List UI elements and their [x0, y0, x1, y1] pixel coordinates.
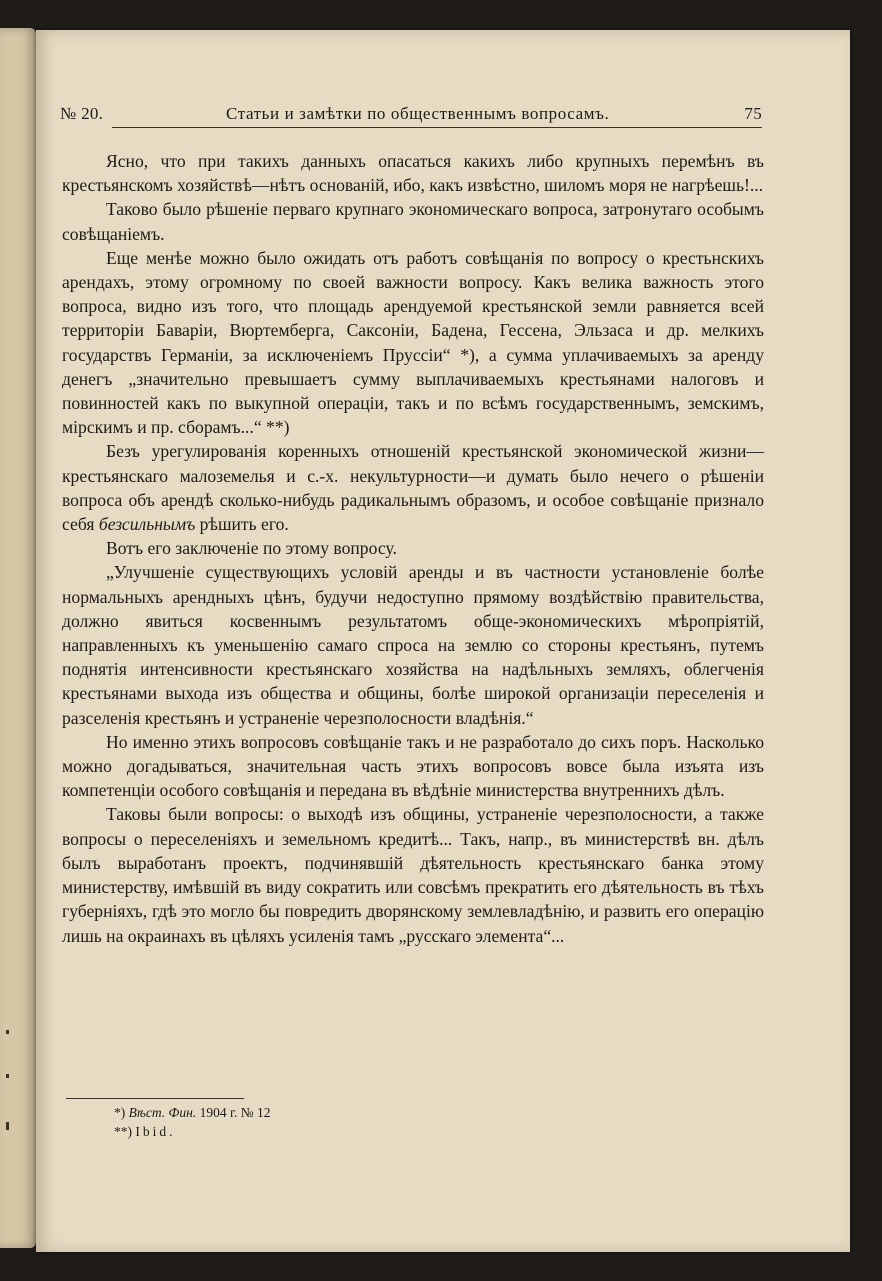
margin-mark — [6, 1074, 9, 1078]
paragraph: Вотъ его заключеніе по этому вопросу. — [106, 538, 397, 559]
running-title: Статьи и замѣтки по общественнымъ вопросамъ. — [226, 104, 610, 123]
margin-mark — [6, 1122, 9, 1130]
paragraph: Еще менѣе можно было ожидать отъ работъ совѣщанія по вопросу о крестьнскихъ арендахъ, этому огромному по своей важности вопросу. Какъ велика важность этого вопроса, видно изъ того, что площадь арендуемой крестьянской земли равняется всей территоріи Баваріи, Вюртемберга, Саксоніи, Бадена, Гессена, Эльзаса и др. мелкихъ государствъ Германіи, за исключеніемъ Пруссіи“ *), а сумма уплачиваемыхъ за аренду денегъ „значительно превышаетъ сумму выплачиваемыхъ крестьянами налоговъ и повинностей какъ по выкупной операціи, такъ и по всѣмъ государственнымъ, земскимъ, мірскимъ и пр. сборамъ...“ **) — [62, 247, 764, 438]
footnote-mark: **) — [114, 1124, 136, 1139]
paragraph: Ясно, что при такихъ данныхъ опасаться какихъ либо крупныхъ перемѣнъ въ крестьянскомъ хозяйствѣ—нѣтъ основаній, ибо, какъ извѣстно, шиломъ моря не нагрѣешь!... — [62, 151, 764, 196]
footnote-mark: *) — [114, 1105, 129, 1120]
paragraph: Но именно этихъ вопросовъ совѣщаніе такъ и не разработало до сихъ поръ. Насколько можно догадываться, значительная часть этихъ вопросовъ вовсе была изъята изъ компетенціи особого совѣщанія и передана въ вѣдѣніе министерства внутреннихъ дѣлъ. — [62, 731, 764, 801]
book-page — [36, 30, 850, 1252]
footnote-source: Вѣст. Фин. — [128, 1105, 197, 1120]
footnote-reference: 1904 г. № 12 — [196, 1105, 271, 1120]
paragraph-tail: рѣшить его. — [195, 514, 289, 535]
page-number: 75 — [744, 104, 762, 123]
page-body — [62, 149, 764, 948]
paragraph-text: Безъ урегулированія коренныхъ отношеній крестьянской экономической жизни—крестьянскаго малоземелья и с.-х. некультурности—и думать было нечего о рѣшеніи вопроса объ арендѣ сколько-нибудь радикальнымъ образомъ, и особое совѣщаніе признало себя — [62, 441, 764, 535]
issue-number: № 20. — [60, 104, 104, 123]
paragraph — [62, 439, 764, 536]
quotation-paragraph: „Улучшеніе существующихъ условій аренды и въ частности установленіе болѣе нормальныхъ арендныхъ цѣнъ, будучи недоступно прямому воздѣйствію правительства, должно явиться косвеннымъ результатомъ обще-экономическихъ мѣропріятій, направленныхъ къ уменьшенію самаго спроса на землю со стороны крестьянъ, путемъ поднятія интенсивности крестьянскаго хозяйства на надѣльныхъ земляхъ, облегченія крестьянами выхода изъ общества и общины, болѣе широкой организаціи переселенія и разселенія крестьянъ и устраненіе черезполосности владѣнія.“ — [62, 562, 764, 728]
footnotes — [66, 1098, 466, 1141]
header-rule — [112, 127, 762, 128]
adjacent-page-edge — [0, 28, 36, 1248]
paragraph: Таковы были вопросы: о выходѣ изъ общины, устраненіе черезполосности, а также вопросы о переселеніяхъ и земельномъ кредитѣ... Такъ, напр., въ министерствѣ вн. дѣлъ былъ выработанъ проектъ, подчинявшій дѣятельность крестьянскаго банка этому министерству, имѣвшій въ виду сократить или совсѣмъ прекратить его дѣятельность въ тѣхъ губерніяхъ, гдѣ это могло бы повредить дворянскому землевладѣнію, и развить его операцію лишь на окраинахъ въ цѣляхъ усиленія тамъ „русскаго элемента“... — [62, 804, 764, 946]
footnote-text: Ibid. — [135, 1124, 176, 1139]
paragraph: Таково было рѣшеніе перваго крупнаго экономическаго вопроса, затронутаго особымъ совѣщаніемъ. — [62, 199, 764, 244]
footnote-2 — [66, 1122, 466, 1141]
running-header — [60, 102, 762, 130]
footnote-rule — [66, 1098, 244, 1099]
footnote-1 — [66, 1103, 466, 1122]
margin-mark — [6, 1030, 9, 1034]
emphasis-text: безсильнымъ — [98, 514, 196, 535]
